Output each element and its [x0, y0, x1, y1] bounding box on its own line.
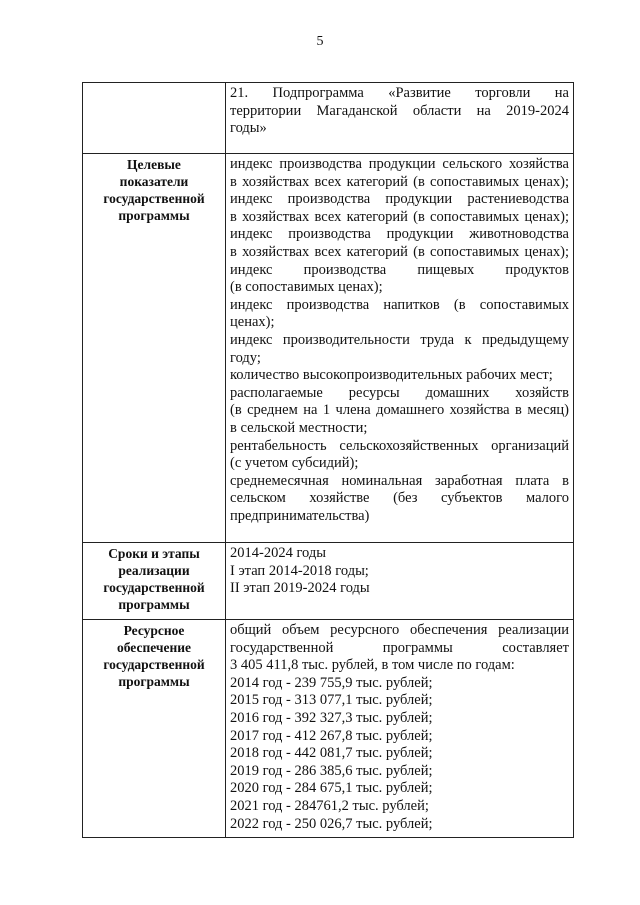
content-line: в хозяйствах всех категорий (в сопоставимых ценах); — [230, 243, 569, 260]
row-content-cell — [226, 154, 574, 543]
row-label-line: программы — [118, 674, 190, 689]
content-line: 2014 год - 239 755,9 тыс. рублей; — [230, 674, 433, 691]
content-line: 2022 год - 250 026,7 тыс. рублей; — [230, 815, 433, 832]
program-passport-table — [82, 82, 574, 838]
row-label-line: Ресурсное — [123, 623, 185, 638]
row-label-line: реализации — [118, 563, 190, 578]
content-line: (с учетом субсидий); — [230, 455, 359, 472]
row-label-line: показатели — [119, 174, 189, 189]
content-line: 2019 год - 286 385,6 тыс. рублей; — [230, 762, 433, 779]
row-label-line: Сроки и этапы — [108, 546, 200, 561]
content-line: 2016 год - 392 327,3 тыс. рублей; — [230, 709, 433, 726]
row-label-line: государственной — [103, 191, 205, 206]
row-label-cell — [83, 83, 226, 154]
content-line: 2014-2024 годы — [230, 545, 326, 561]
content-line: в хозяйствах всех категорий (в сопоставимых ценах); — [230, 208, 569, 225]
table-row-resource-provision — [83, 620, 574, 838]
content-line: индекс производства продукции растениеводства — [230, 191, 569, 208]
content-line: сельском хозяйстве (без субъектов малого — [230, 490, 569, 507]
row-label-line: обеспечение — [116, 640, 192, 655]
content-line: индекс производства пищевых продуктов — [230, 261, 569, 278]
content-line: в сельской местности; — [230, 419, 368, 436]
content-line: (в среднем на 1 члена домашнего хозяйства в месяц) — [230, 402, 569, 419]
content-line: располагаемые ресурсы домашних хозяйств — [230, 384, 569, 401]
content-line: 2018 год - 442 081,7 тыс. рублей; — [230, 745, 433, 762]
content-line: 2015 год - 313 077,1 тыс. рублей; — [230, 692, 433, 709]
row-content-cell — [226, 620, 574, 838]
content-line: государственной программы составляет — [230, 639, 569, 656]
content-line: I этап 2014-2018 годы; — [230, 562, 369, 579]
content-line: 2021 год - 284761,2 тыс. рублей; — [230, 797, 429, 814]
content-line: индекс производства напитков (в сопоставимых — [230, 296, 569, 313]
table-row-target-indicators — [83, 154, 574, 543]
row-label-line: государственной — [103, 657, 205, 672]
row-label-line: Целевые — [127, 157, 181, 172]
table-body — [83, 83, 574, 838]
row-label-cell — [83, 620, 226, 838]
content-line: 2020 год - 284 675,1 тыс. рублей; — [230, 780, 433, 797]
content-line: II этап 2019-2024 годы — [230, 580, 370, 597]
content-line: среднемесячная номинальная заработная плата в — [230, 472, 569, 489]
page-number: 5 — [316, 34, 324, 49]
row-content-cell — [226, 83, 574, 154]
content-line: 3 405 411,8 тыс. рублей, в том числе по годам: — [230, 657, 515, 674]
content-line: индекс производства продукции сельского хозяйства — [230, 156, 569, 172]
content-line: территории Магаданской области на 2019-2024 — [230, 102, 569, 119]
row-content-cell — [226, 543, 574, 620]
content-line: индекс производительности труда к предыдущему — [230, 331, 569, 348]
content-line: общий объем ресурсного обеспечения реализации — [230, 622, 569, 638]
content-line: ценах); — [230, 314, 275, 331]
content-line: в хозяйствах всех категорий (в сопоставимых ценах); — [230, 173, 569, 190]
content-line: предпринимательства) — [230, 507, 370, 524]
content-line: году; — [230, 349, 261, 366]
content-line: 2017 год - 412 267,8 тыс. рублей; — [230, 727, 433, 744]
content-line: количество высокопроизводительных рабочих мест; — [230, 367, 553, 384]
table-row-subprogram — [83, 83, 574, 154]
content-line: 21. Подпрограмма «Развитие торговли на — [230, 85, 569, 101]
row-label-line: государственной — [103, 580, 205, 595]
row-label-cell — [83, 154, 226, 543]
row-label-cell — [83, 543, 226, 620]
content-line: индекс производства продукции животноводства — [230, 226, 569, 243]
content-line: рентабельность сельскохозяйственных организаций — [230, 437, 569, 454]
row-label-line: программы — [118, 597, 190, 612]
content-line: годы» — [230, 120, 267, 137]
row-label-line: программы — [118, 208, 190, 223]
table-row-terms-stages — [83, 543, 574, 620]
content-line: (в сопоставимых ценах); — [230, 279, 383, 296]
